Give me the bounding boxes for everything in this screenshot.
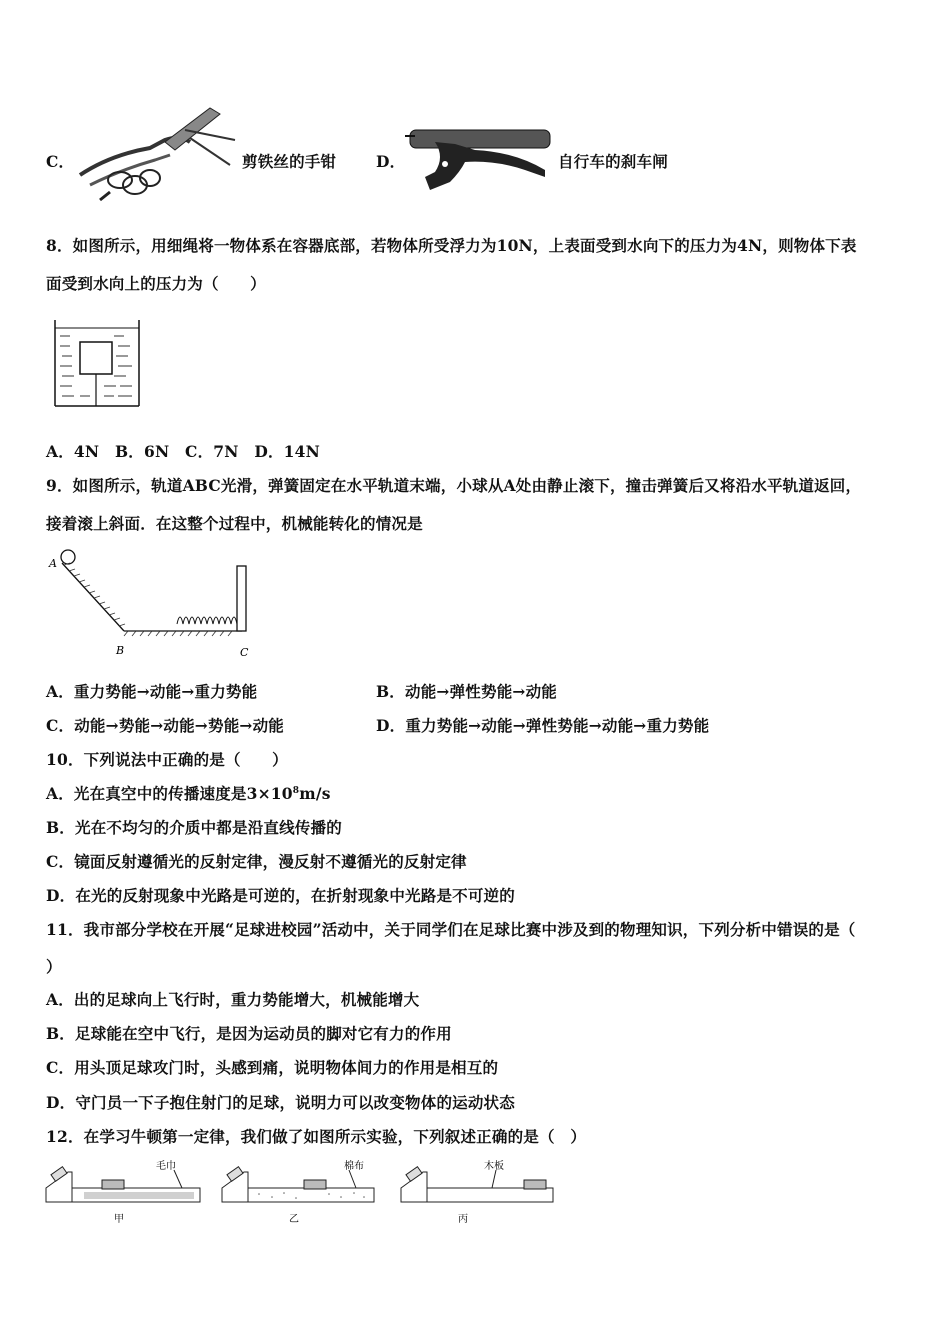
- experiment-towel: [46, 1159, 200, 1225]
- experiment-cotton: [222, 1159, 374, 1225]
- q8-options: A．4N B．6N C．7N D．14N: [46, 442, 321, 461]
- q11-option-d: D．守门员一下子抱住射门的足球，说明力可以改变物体的运动状态: [46, 1093, 515, 1112]
- caption-bing: 丙: [458, 1214, 468, 1225]
- container-diagram: [52, 320, 144, 410]
- experiment-board: [401, 1159, 553, 1225]
- pliers-illustration: [70, 100, 240, 210]
- q9-stem-line1: 9．如图所示，轨道ABC光滑，弹簧固定在水平轨道末端，小球从A处由静止滚下，撞击弹簧后又将沿水平轨道返回，: [46, 476, 862, 495]
- q9-option-a: A．重力势能→动能→重力势能: [46, 682, 258, 701]
- q7-option-c-letter: C．: [46, 152, 75, 171]
- q10-option-c: C．镜面反射遵循光的反射定律，漫反射不遵循光的反射定律: [46, 852, 467, 871]
- q7-option-d-letter: D．: [376, 152, 406, 171]
- q9-option-c: C．动能→势能→动能→势能→动能: [46, 716, 284, 735]
- caption-yi: 乙: [289, 1214, 299, 1225]
- q10-option-b: B．光在不均匀的介质中都是沿直线传播的: [46, 818, 342, 837]
- q10-option-d: D．在光的反射现象中光路是可逆的，在折射现象中光路是不可逆的: [46, 886, 515, 905]
- q11-option-c: C．用头顶足球攻门时，头感到痛，说明物体间力的作用是相互的: [46, 1058, 499, 1077]
- q11-stem-line2: ）: [46, 957, 62, 976]
- q8-stem-line1: 8．如图所示，用细绳将一物体系在容器底部，若物体所受浮力为10N，上表面受到水向下的压力为4N，则物体下表: [46, 236, 857, 255]
- label-towel: 毛巾: [156, 1161, 176, 1172]
- q10-stem: 10．下列说法中正确的是（ ）: [46, 750, 288, 769]
- q11-stem-line1: 11．我市部分学校在开展“足球进校园”活动中，关于同学们在足球比赛中涉及到的物理知识，下列分析中错误的是（: [46, 920, 856, 939]
- q7-option-d-label: 自行车的刹车闸: [558, 152, 668, 171]
- bike-brake-illustration: [405, 122, 555, 197]
- q9-option-b: B．动能→弹性势能→动能: [376, 682, 557, 701]
- q9-option-d: D．重力势能→动能→弹性势能→动能→重力势能: [376, 716, 710, 735]
- label-c: C: [240, 646, 249, 659]
- label-cotton: 棉布: [344, 1161, 364, 1172]
- q10-option-a-unit: m/s: [299, 784, 331, 803]
- q10-option-a-exponent: 8: [292, 785, 300, 796]
- q9-stem-line2: 接着滚上斜面．在这整个过程中，机械能转化的情况是: [46, 514, 423, 533]
- q12-stem: 12．在学习牛顿第一定律，我们做了如图所示实验，下列叙述正确的是（ ）: [46, 1127, 587, 1146]
- label-b: B: [116, 644, 125, 657]
- q11-option-b: B．足球能在空中飞行，是因为运动员的脚对它有力的作用: [46, 1024, 452, 1043]
- track-diagram: [44, 548, 264, 663]
- q10-option-a: [46, 784, 331, 804]
- q11-option-a: A．出的足球向上飞行时，重力势能增大，机械能增大: [46, 990, 420, 1009]
- label-board: 木板: [484, 1161, 504, 1172]
- caption-jia: 甲: [114, 1214, 124, 1225]
- newton-experiment-figure: [44, 1160, 556, 1228]
- q10-option-a-text: A．光在真空中的传播速度是3×10: [46, 784, 293, 803]
- label-a: A: [49, 557, 57, 570]
- q7-option-c-label: 剪铁丝的手钳: [242, 152, 337, 171]
- q8-stem-line2: 面受到水向上的压力为（ ）: [46, 274, 266, 293]
